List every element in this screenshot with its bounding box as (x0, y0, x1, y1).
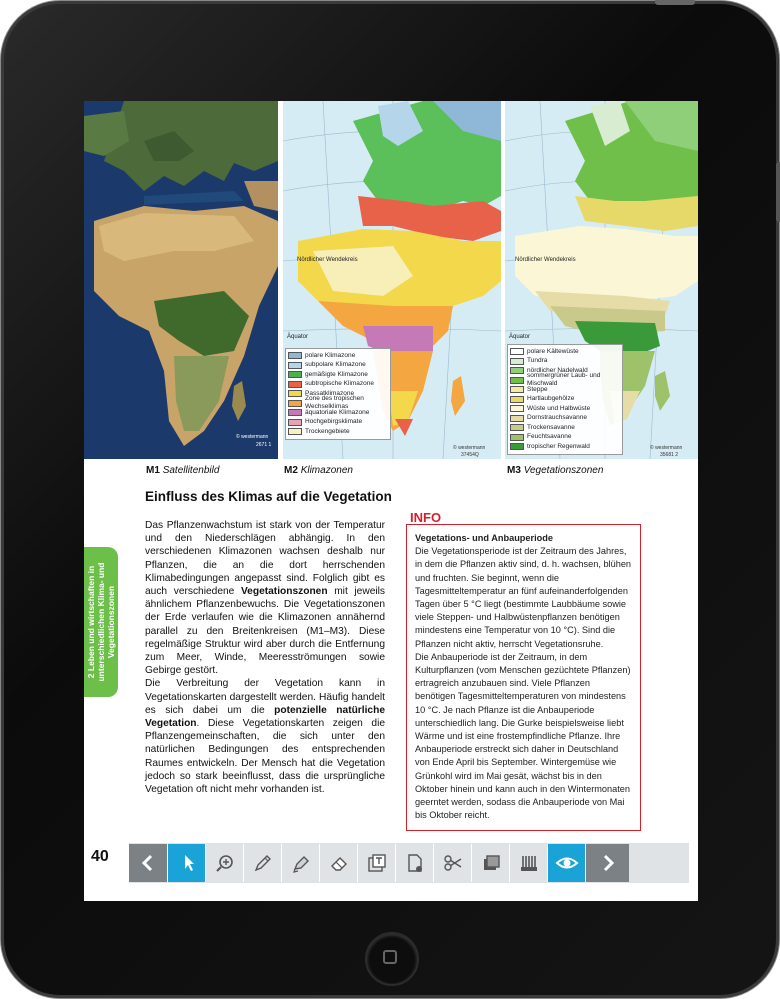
text-span: . Diese Vegetationskarten zeigen die Pflanzengemeinschaften, die sich unter den natürlichen Bedingungen des entsprechenden Raumes entwickeln. Der Mensch hat die Vegetation jedoch so stark beeinflusst, dass die ursprüngliche Vegetation oft nicht mehr vorhanden ist. (145, 718, 385, 796)
legend-swatch (510, 386, 524, 393)
legend-swatch (510, 396, 524, 403)
info-paragraph: Die Vegetationsperiode ist der Zeitraum des Jahres, in dem die Pflanzen aktiv sind, d. h. wachsen, blühen und fruchten. Sie beginnt, wenn die Tagesmitteltemperatur an fünf aufeinanderfolgenden Tagen über 5 °C liegt (bestimmte Laubbäume sowie viele Steppen- und Halbwüstenpflanzen benötigen mindestens eine Temperatur von 10 °C). Sind die Pflanzen nicht aktiv, herrscht Vegetationsruhe. (415, 546, 632, 649)
map-label-tropic: Nördlicher Wendekreis (515, 257, 576, 263)
chevron-left-button[interactable] (129, 844, 167, 882)
legend-swatch (510, 367, 524, 374)
legend-swatch (510, 434, 524, 441)
info-paragraph: Die Anbauperiode ist der Zeitraum, in dem Kulturpflanzen (vom Menschen gezüchtete Pflanzen) ertragreich anzubauen sind. Viele Pflanzen benötigen Tagesmitteltemperaturen von mindestens 10 °C. Je nach Pflanze ist die Anbauperiode unterschiedlich lang. Die Gurke beispielsweise liebt Wärme und ist eine frostempfindliche Pflanze. Ihre Anbauperiode erstreckt sich daher in Deutschland von Ende April bis September. Wintergemüse wie Grünkohl wird im Mai gesät, wächst bis in den Oktober hinein und kann auch in den Wintermonaten geerntet werden, sodass die Anbauperiode von Mai bis Oktober reicht. (415, 651, 631, 821)
marker-icon (289, 851, 313, 875)
caption-number: M3 (507, 465, 521, 476)
legend-swatch (510, 405, 524, 412)
legend-swatch (510, 415, 524, 422)
chapter-tab[interactable] (84, 547, 118, 697)
page-title: Einfluss des Klimas auf die Vegetation (145, 489, 392, 504)
info-heading: Vegetations- und Anbauperiode (415, 533, 553, 543)
marker-button[interactable] (281, 844, 319, 882)
legend-label: äquatoriale Klimazone (305, 408, 370, 416)
legend-label: tropischer Regenwald (527, 442, 590, 450)
home-button[interactable] (365, 932, 419, 986)
pencil-icon (251, 851, 275, 875)
legend-swatch (288, 371, 302, 378)
legend-label: Zone des tropischen Wechselklimas (305, 395, 364, 411)
map-credit: © westermann (236, 434, 269, 440)
map-credit: © westermann (650, 445, 683, 451)
legend-item (288, 380, 388, 390)
legend-swatch (510, 424, 524, 431)
zoom-icon (213, 851, 237, 875)
toolbar (129, 843, 689, 883)
legend-swatch (510, 377, 524, 384)
paragraph (145, 677, 385, 796)
home-square-icon (383, 950, 397, 964)
legend-swatch (288, 381, 302, 388)
book-page (84, 101, 698, 901)
text-note-icon (365, 851, 389, 875)
caption-m3 (507, 465, 603, 476)
legend-item (510, 442, 620, 452)
keyword: potenzielle natürliche Vegetation (145, 704, 385, 730)
legend-label: nördlicher Nadelwald (527, 366, 588, 374)
legend-item (288, 418, 388, 428)
map-credit-id: 37454Q (461, 452, 479, 458)
body-text (145, 519, 385, 796)
legend-item (510, 433, 620, 443)
pointer-button[interactable] (167, 844, 205, 882)
zoom-button[interactable] (205, 844, 243, 882)
legend-item (288, 351, 388, 361)
map-legend (507, 344, 623, 455)
caption-m1 (146, 465, 219, 476)
chevron-left-icon (136, 851, 160, 875)
legend-item (288, 427, 388, 437)
legend-label: Steppe (527, 385, 548, 393)
caption-text: Klimazonen (300, 465, 353, 476)
legend-label: Trockengebiete (305, 427, 350, 435)
map-satellite[interactable] (84, 101, 278, 459)
chevron-right-icon (596, 851, 620, 875)
legend-swatch (510, 358, 524, 365)
paragraph (145, 519, 385, 677)
map-climate-zones[interactable] (283, 101, 501, 459)
map-credit-id: 35681 2 (660, 452, 679, 458)
map-credit: © westermann (453, 445, 486, 451)
legend-item (288, 361, 388, 371)
legend-label: Wüste und Halbwüste (527, 404, 591, 412)
legend-label: subpolare Klimazone (305, 361, 366, 369)
legend-item (510, 395, 620, 405)
legend-label: Dornstrauchsavanne (527, 414, 587, 422)
page-note-icon (403, 851, 427, 875)
text-note-button[interactable] (357, 844, 395, 882)
legend-item (510, 423, 620, 433)
legend-swatch (288, 428, 302, 435)
page-number: 40 (91, 848, 109, 865)
pencil-button[interactable] (243, 844, 281, 882)
text-span: Die Verbreitung der Vegetation kann in Vegetationskarten dargestellt werden. Häufig handelt es sich dabei um die (145, 678, 385, 716)
caption-number: M2 (284, 465, 298, 476)
legend-item (510, 404, 620, 414)
text-span: mit jeweils ähnlichem Pflanzenbewuchs. Die Vegetationszonen der Erde verlaufen wie die Klimazonen annähernd parallel zu den Breitenkreisen (M1–M3). Diese regelmäßige Struktur wird aber durch die Entfernung zum Meer, Winde, Meeresströmungen sowie Gebirge gestört. (145, 586, 385, 677)
tray-icon (517, 851, 541, 875)
legend-swatch (288, 409, 302, 416)
map-credit-id: 2671 1 (256, 442, 272, 448)
chevron-right-button[interactable] (585, 844, 629, 882)
legend-label: subtropische Klimazone (305, 380, 375, 388)
pointer-icon (175, 851, 199, 875)
legend-label: sommergrüner Laub- und Mischwald (527, 372, 601, 388)
text-span: Das Pflanzenwachstum ist stark von der Temperatur und den Niederschlägen abhängig. In den verschiedenen Klimazonen wachsen deshalb nur Pflanzen, die an die dort herrschenden Klimabedingungen angepasst sind. Folglich gibt es auch verschiedene (145, 520, 385, 598)
legend-item (510, 372, 620, 388)
layers-button[interactable] (471, 844, 509, 882)
legend-item (288, 370, 388, 380)
legend-item (510, 414, 620, 424)
map-label-tropic: Nördlicher Wendekreis (297, 257, 358, 263)
legend-swatch (288, 362, 302, 369)
legend-swatch (288, 400, 302, 407)
layers-icon (479, 851, 503, 875)
map-label-equator: Äquator (287, 334, 309, 340)
legend-item (510, 347, 620, 357)
info-label: INFO (410, 510, 442, 525)
eye-button[interactable] (547, 844, 585, 882)
legend-label: Hochgebirgsklimate (305, 418, 363, 426)
map-legend (285, 348, 391, 440)
eye-icon (555, 851, 579, 875)
legend-swatch (288, 390, 302, 397)
legend-label: gemäßigte Klimazone (305, 370, 368, 378)
legend-item (510, 357, 620, 367)
legend-label: polare Kältewüste (527, 347, 579, 355)
legend-label: polare Klimazone (305, 351, 356, 359)
volume-button[interactable] (776, 162, 780, 222)
map-label-equator: Äquator (509, 334, 531, 340)
caption-m2 (284, 465, 353, 476)
eraser-button[interactable] (319, 844, 357, 882)
caption-text: Vegetationszonen (523, 465, 604, 476)
legend-swatch (510, 348, 524, 355)
info-box (406, 524, 641, 831)
caption-text: Satellitenbild (162, 465, 220, 476)
tray-button[interactable] (509, 844, 547, 882)
legend-label: Feuchtsavanne (527, 433, 572, 441)
legend-swatch (288, 419, 302, 426)
map-vegetation-zones[interactable] (505, 101, 698, 459)
legend-swatch (288, 352, 302, 359)
legend-label: Hartlaubgehölze (527, 395, 575, 403)
legend-swatch (510, 443, 524, 450)
legend-label: Tundra (527, 357, 548, 365)
legend-item (288, 395, 388, 411)
keyword: Vegetationszonen (240, 586, 328, 598)
scissors-icon (441, 851, 465, 875)
scissors-button[interactable] (433, 844, 471, 882)
legend-label: Trockensavanne (527, 423, 575, 431)
caption-number: M1 (146, 465, 160, 476)
page-note-button[interactable] (395, 844, 433, 882)
eraser-icon (327, 851, 351, 875)
legend-label: Passatklimazone (305, 389, 355, 397)
power-button[interactable] (655, 0, 695, 5)
chapter-tab-label: 2 Leben und wirtschaften in unterschiedlichen Klima- und Vegetationszonen (86, 562, 116, 682)
